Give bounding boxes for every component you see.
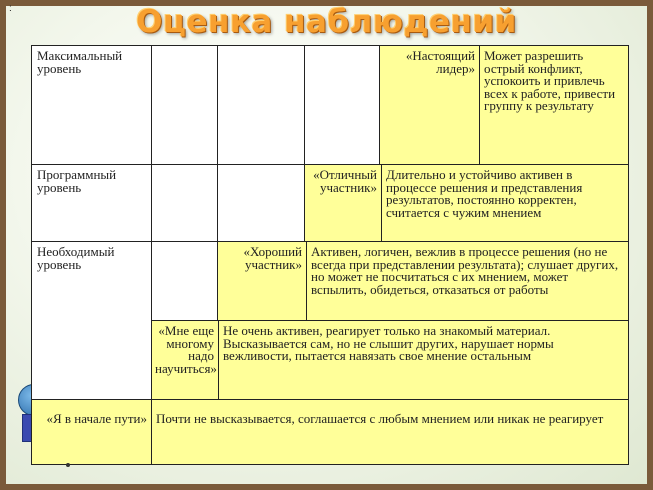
empty-cell [151,241,218,321]
description-excellent: Длительно и устойчиво активен в процессе решения и представления результатов, постоянно корректен, считается с чужим мнением [381,164,629,242]
bullet-dot [66,463,70,467]
corner-mark: : [9,3,12,14]
description-beginner: Почти не высказывается, соглашается с любым мнением или никак не реагирует [151,399,629,465]
slide-title: Оценка наблюдений [136,4,517,40]
empty-cell [217,164,305,242]
empty-cell [151,45,218,165]
role-learner: «Мне еще многому надо научиться» [151,320,219,400]
empty-cell [151,164,218,242]
empty-cell [304,45,380,165]
level-required: Необходимый уровень [31,241,152,400]
role-excellent: «Отличный участник» [304,164,382,242]
level-program: Программный уровень [31,164,152,242]
description-leader: Может разрешить острый конфликт, успокоить и привлечь всех к работе, привести группу к результату [479,45,629,165]
description-learner: Не очень активен, реагирует только на знакомый материал. Высказывается сам, но не слышит других, нарушает нормы вежливости, пытается навязать свое мнение остальным [218,320,629,400]
level-maximum: Максимальный уровень [31,45,152,165]
role-beginner: «Я в начале пути» [31,399,152,465]
description-good: Активен, логичен, вежлив в процессе решения (но не всегда при представлении результата); слушает других, но может не посчитаться с их мнением, может вспылить, обидеться, отказаться от работы [306,241,629,321]
empty-cell [217,45,305,165]
role-good: «Хороший участник» [217,241,307,321]
role-leader: «Настоящий лидер» [379,45,480,165]
